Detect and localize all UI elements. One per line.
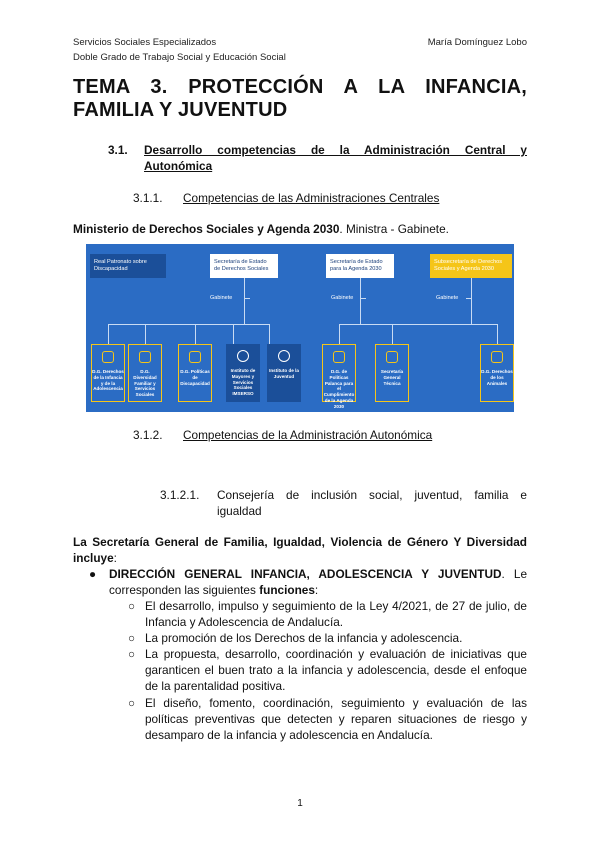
- connector-line: [360, 278, 361, 324]
- sub-bullet-circle: ○: [128, 696, 136, 710]
- connector-line: [145, 324, 146, 344]
- connector-line: [108, 324, 270, 325]
- funcion-item: La propuesta, desarrollo, coordinación y evaluación de iniciativas que garanticen el buen trato a la infancia y adolescencia, desde el enfoque de la parentalidad positiva.: [145, 647, 527, 693]
- youth-icon: [278, 350, 290, 362]
- section-3-1-2-1-title-line2: igualdad: [217, 504, 262, 518]
- gabinete-label: Gabinete: [210, 295, 233, 301]
- direccion-funciones: funciones: [259, 583, 315, 597]
- header-author: María Domínguez Lobo: [427, 37, 527, 48]
- agenda-icon: [333, 351, 345, 363]
- secretaria-paragraph: [73, 534, 527, 566]
- page-number: 1: [297, 798, 303, 809]
- connector-line: [392, 324, 393, 344]
- connector-line: [233, 324, 234, 344]
- org-unit-label: D.G. Diversidad Familiar y Servicios Sociales: [133, 369, 157, 398]
- section-3-1-1-number: 3.1.1.: [133, 191, 163, 205]
- animal-icon: [491, 351, 503, 363]
- connector-line: [269, 324, 270, 344]
- page-title-line2: FAMILIA Y JUVENTUD: [73, 99, 288, 121]
- section-3-1-1-title: Competencias de las Administraciones Centrales: [183, 191, 440, 205]
- section-3-1-2-number: 3.1.2.: [133, 428, 163, 442]
- org-unit-imserso: [226, 344, 260, 402]
- ministry-name: Ministerio de Derechos Sociales y Agenda 2030: [73, 222, 340, 236]
- header-subject: Servicios Sociales Especializados: [73, 37, 217, 48]
- section-3-1-2-title: Competencias de la Administración Autonómica: [183, 428, 433, 442]
- direccion-paragraph: [109, 566, 527, 598]
- org-unit-diversidad-familiar: [128, 344, 162, 402]
- sub-bullet-circle: ○: [128, 647, 136, 661]
- org-box-subsecretaria: Subsecretaría de Derechos Sociales y Agenda 2030: [430, 254, 512, 278]
- org-box-real-patronato: Real Patronato sobre Discapacidad: [90, 254, 166, 278]
- elderly-icon: [237, 350, 249, 362]
- section-3-1-title-line1: Desarrollo competencias de la Administración Central y: [144, 143, 527, 157]
- org-unit-discapacidad: [178, 344, 212, 402]
- gabinete-label: Gabinete: [436, 295, 459, 301]
- org-box-se-derechos-sociales: Secretaría de Estado de Derechos Sociales: [210, 254, 278, 278]
- connector-line: [195, 324, 196, 344]
- secretaria-colon: :: [113, 551, 117, 565]
- sub-bullet-circle: ○: [128, 631, 136, 645]
- funcion-item: El diseño, fomento, coordinación, seguimiento y evaluación de las políticas preventivas que detecten y reparen situaciones de riesgo y desamparo de la infancia y adolescencia en Andalucía.: [145, 696, 527, 742]
- org-unit-juventud: [267, 344, 301, 402]
- direccion-name: DIRECCIÓN GENERAL INFANCIA, ADOLESCENCIA Y JUVENTUD: [109, 567, 502, 581]
- connector-line: [339, 324, 340, 344]
- gabinete-label: Gabinete: [331, 295, 354, 301]
- org-unit-infancia: [91, 344, 125, 402]
- ministry-line: [73, 221, 449, 237]
- connector-line: [244, 298, 250, 299]
- org-chart: [86, 244, 514, 412]
- connector-line: [497, 324, 498, 344]
- section-3-1-2-1-number: 3.1.2.1.: [160, 488, 200, 502]
- org-unit-label: D.G. Derechos de la Infancia y de la Adolescencia: [92, 369, 124, 392]
- ministry-rest: . Ministra - Gabinete.: [339, 222, 449, 236]
- sub-bullet-circle: ○: [128, 599, 136, 613]
- funcion-item: El desarrollo, impulso y seguimiento de la Ley 4/2021, de 27 de julio, de Infancia y Adolescencia de Andalucía.: [145, 599, 527, 629]
- page-title-line1: TEMA 3. PROTECCIÓN A LA INFANCIA,: [73, 76, 527, 98]
- connector-line: [360, 298, 366, 299]
- org-unit-politicas-palanca: [322, 344, 356, 409]
- section-3-1-2-1-title-line1: Consejería de inclusión social, juventud, familia e: [217, 488, 527, 502]
- document-icon: [386, 351, 398, 363]
- org-unit-label: Instituto de Mayores y Servicios Sociales IMSERSO: [230, 368, 256, 397]
- org-unit-label: D.G. Políticas de Discapacidad: [180, 369, 210, 386]
- connector-line: [339, 324, 397, 325]
- connector-line: [244, 278, 245, 324]
- connector-line: [471, 278, 472, 324]
- org-box-se-agenda-2030: Secretaría de Estado para la Agenda 2030: [326, 254, 394, 278]
- direccion-colon: :: [314, 583, 319, 597]
- connector-line: [108, 324, 109, 344]
- org-unit-label: Secretaría General Técnica: [380, 369, 404, 386]
- org-unit-label: D.G. de Políticas Palanca para el Cumplimiento de la Agenda 2030: [323, 369, 355, 409]
- section-3-1-number: 3.1.: [108, 143, 128, 157]
- connector-line: [392, 324, 498, 325]
- section-3-1-title-line2: Autonómica: [144, 159, 213, 173]
- org-unit-label: D.G. Derechos de los Animales: [481, 369, 513, 386]
- connector-line: [466, 298, 472, 299]
- header-degree: Doble Grado de Trabajo Social y Educación Social: [73, 52, 286, 63]
- org-unit-derechos-animales: [480, 344, 514, 402]
- family-icon: [139, 351, 151, 363]
- org-unit-label: Instituto de la Juventud: [269, 368, 299, 379]
- org-unit-secretaria-tecnica: [375, 344, 409, 402]
- bullet-dot: ●: [89, 567, 97, 581]
- disability-icon: [189, 351, 201, 363]
- funcion-item: La promoción de los Derechos de la infancia y adolescencia.: [145, 631, 463, 645]
- direccion-after: . Le corresponden las siguientes: [109, 567, 527, 597]
- child-icon: [102, 351, 114, 363]
- secretaria-name: La Secretaría General de Familia, Igualdad, Violencia de Género Y Diversidad incluye: [73, 535, 527, 565]
